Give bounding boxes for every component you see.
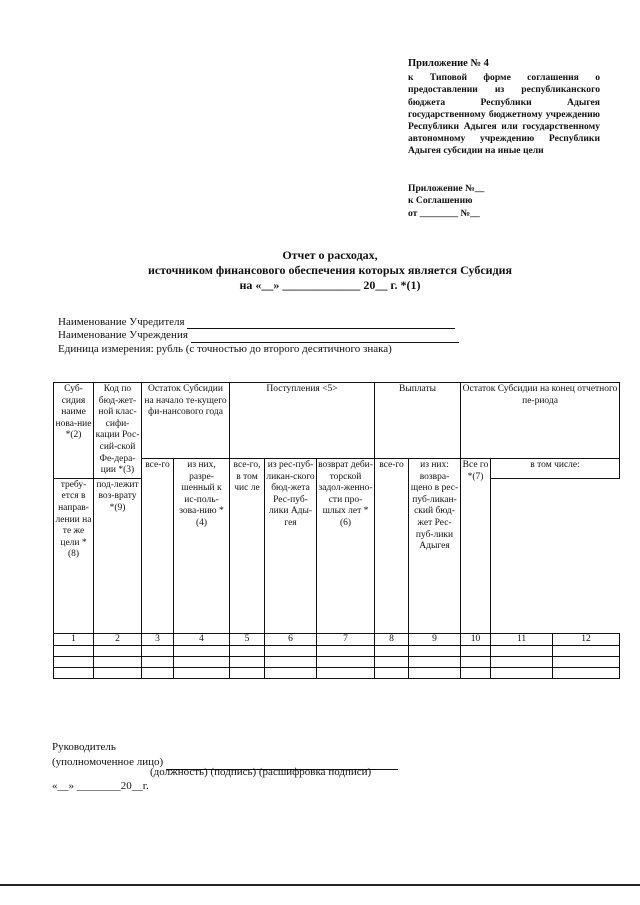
heading-line1: Отчет о расходах, bbox=[282, 248, 378, 262]
col-number: 12 bbox=[553, 633, 620, 645]
agreement-appendix-line2: к Соглашению bbox=[408, 195, 473, 207]
header-receipts-republic: из рес-пуб-ликан-ского бюд-жета Рес-пуб-лики Ады-гея bbox=[265, 459, 317, 634]
col-number: 2 bbox=[94, 633, 142, 645]
header-balance-start: Остаток Субсидии на начало те-кущего фи-нансового года bbox=[142, 383, 230, 459]
header-subsidy-name: Суб-сидия наиме нова-ние *(2) bbox=[54, 383, 94, 479]
header-receipts-total: все-го, в том чис ле bbox=[230, 459, 265, 634]
col-number: 4 bbox=[174, 633, 230, 645]
col-number: 8 bbox=[375, 633, 409, 645]
signature-head: Руководитель bbox=[52, 741, 116, 753]
col-number: 10 bbox=[461, 633, 491, 645]
header-end-total: Все го *(7) bbox=[461, 459, 491, 634]
col-number: 1 bbox=[54, 633, 94, 645]
col-number: 5 bbox=[230, 633, 265, 645]
founder-label: Наименование Учредителя bbox=[58, 316, 185, 328]
col-number: 3 bbox=[142, 633, 174, 645]
signature-caption: (должность) (подпись) (расшифровка подписи) bbox=[150, 766, 372, 778]
table-row bbox=[54, 645, 620, 656]
report-heading bbox=[80, 248, 580, 293]
header-balance-total: все-го bbox=[142, 459, 174, 634]
col-number: 9 bbox=[409, 633, 461, 645]
header-payments-returned: из них: возвра-щено в рес-пуб-ликан-ский бюд-жет Рес-пуб-лики Адыгея bbox=[409, 459, 461, 634]
agreement-appendix-line1: Приложение №__ bbox=[408, 183, 485, 194]
heading-line2: источником финансового обеспечения которых является Субсидия bbox=[147, 263, 513, 277]
header-receipts: Поступления <5> bbox=[230, 383, 375, 459]
heading-line3: на «__» _____________ 20__ г. *(1) bbox=[239, 278, 421, 292]
institution-label: Наименование Учреждения bbox=[58, 329, 188, 342]
institution-line bbox=[191, 332, 459, 343]
header-receipts-return: возврат деби-торской задол-женно-сти про-шлых лет *(6) bbox=[317, 459, 375, 634]
table-row bbox=[54, 667, 620, 678]
table-row bbox=[54, 656, 620, 667]
header-payments-total: все-го bbox=[375, 459, 409, 634]
report-fields bbox=[58, 316, 458, 356]
page-bottom-rule bbox=[0, 884, 640, 886]
col-number: 7 bbox=[317, 633, 375, 645]
col-number: 6 bbox=[265, 633, 317, 645]
header-balance-allowed: из них, разре-шенный к ис-поль-зова-нию *(4) bbox=[174, 459, 230, 634]
unit-label: Единица измерения: рубль (с точностью до второго десятичного знака) bbox=[58, 342, 392, 355]
header-end-refund: под-лежит воз-врату *(9) bbox=[94, 478, 142, 633]
expense-report-table bbox=[53, 382, 620, 679]
appendix-block bbox=[408, 58, 600, 158]
header-payments: Выплаты bbox=[375, 383, 461, 459]
agreement-appendix-block bbox=[408, 183, 528, 220]
col-number: 11 bbox=[491, 633, 553, 645]
header-end-required: требу-ется в направ-лении на те же цели *(8) bbox=[54, 478, 94, 633]
header-budget-code: Код по бюд-жет-ной клас-сифи-кации Рос-сий-ской Фе-дера-ции *(3) bbox=[94, 383, 142, 479]
founder-line bbox=[187, 318, 455, 329]
signature-authorized: (уполномоченное лицо) bbox=[52, 756, 164, 768]
column-numbers-row bbox=[54, 633, 620, 645]
header-balance-end: Остаток Субсидии на конец отчетного пе-риода bbox=[461, 383, 620, 459]
appendix-text: к Типовой форме соглашения о предоставлении из республиканского бюджета Республики Адыгея государственному бюджетному учреждению Республики Адыгея или государственному автономному учреждению Республики Адыгея субсидии на иные цели bbox=[408, 72, 600, 157]
agreement-appendix-line3: от ________ №__ bbox=[408, 207, 480, 219]
appendix-title: Приложение № 4 bbox=[408, 58, 489, 69]
signature-date: «__» ________20__г. bbox=[52, 780, 149, 792]
header-including: в том числе: bbox=[491, 459, 620, 479]
